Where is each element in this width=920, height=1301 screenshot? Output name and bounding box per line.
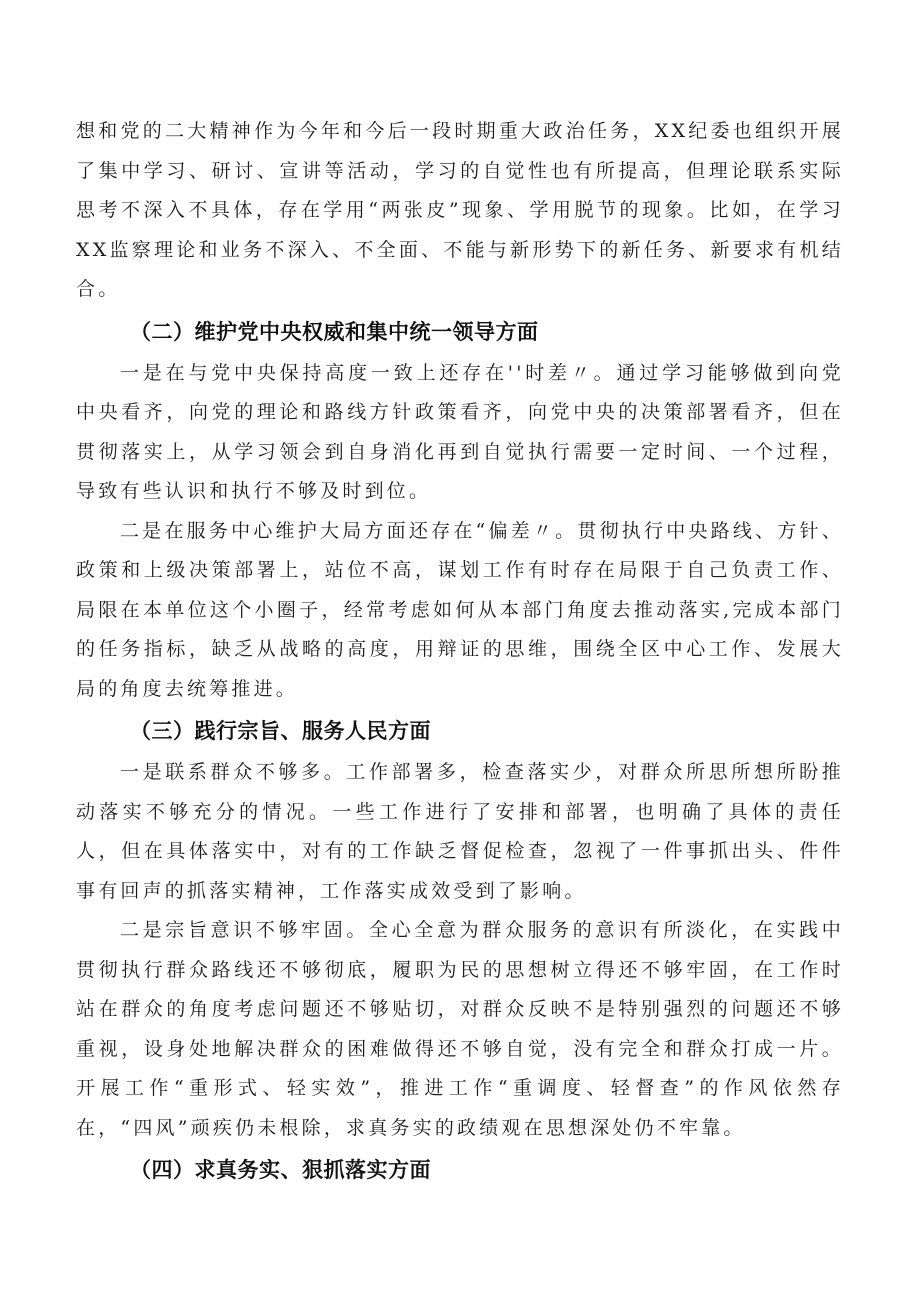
paragraph-3-1: 一是联系群众不够多。工作部署多，检查落实少，对群众所思所想所盼推动落实不够充分的情况。一些工作进行了安排和部署，也明确了具体的责任人，但在具体落实中，对有的工作缺乏督促检查，忽视了一件事抓出头、件件事有回声的抓落实精神，工作落实成效受到了影响。 [76,761,844,902]
paragraph-2-1: 一是在与党中央保持高度一致上还存在''时差〃。通过学习能够做到向党中央看齐，向党的理论和路线方针政策看齐，向党中央的决策部署看齐，但在贯彻落实上，从学习领会到自身消化再到自觉执行需要一定时间、一个过程，导致有些认识和执行不够及时到位。 [76,361,844,502]
section-heading-3: （三）践行宗旨、服务人民方面 [130,719,431,743]
paragraph-3-2: 二是宗旨意识不够牢固。全心全意为群众服务的意识有所淡化，在实践中贯彻执行群众路线还不够彻底，履职为民的思想树立得还不够牢固，在工作时站在群众的角度考虑问题还不够贴切，对群众反映不是特别强烈的问题还不够重视，设身处地解决群众的困难做得还不够自觉，没有完全和群众打成一片。开展工作“重形式、轻实效”，推进工作“重调度、轻督查”的作风依然存在，“四风”顽疾仍未根除，求真务实的政绩观在思想深处仍不牢靠。 [76,919,844,1139]
paragraph-continuation: 想和党的二大精神作为今年和今后一段时期重大政治任务，XX纪委也组织开展了集中学习、研讨、宣讲等活动，学习的自觉性也有所提高，但理论联系实际思考不深入不具体，存在学用“两张皮”现象、学用脱节的现象。比如，在学习XX监察理论和业务不深入、不全面、不能与新形势下的新任务、新要求有机结合。 [76,120,844,300]
document-body [76,112,844,1192]
section-heading-2: （二）维护党中央权威和集中统一领导方面 [130,319,539,344]
section-heading-4: （四）求真务实、狠抓落实方面 [130,1158,431,1182]
paragraph-2-2: 二是在服务中心维护大局方面还存在“偏差〃。贯彻执行中央路线、方针、政策和上级决策部署上，站位不高，谋划工作有时存在局限于自己负责工作、局限在本单位这个小圈子，经常考虑如何从本部门角度去推动落实,完成本部门的任务指标，缺乏从战略的高度，用辩证的思维，围绕全区中心工作、发展大局的角度去统筹推进。 [76,519,844,700]
